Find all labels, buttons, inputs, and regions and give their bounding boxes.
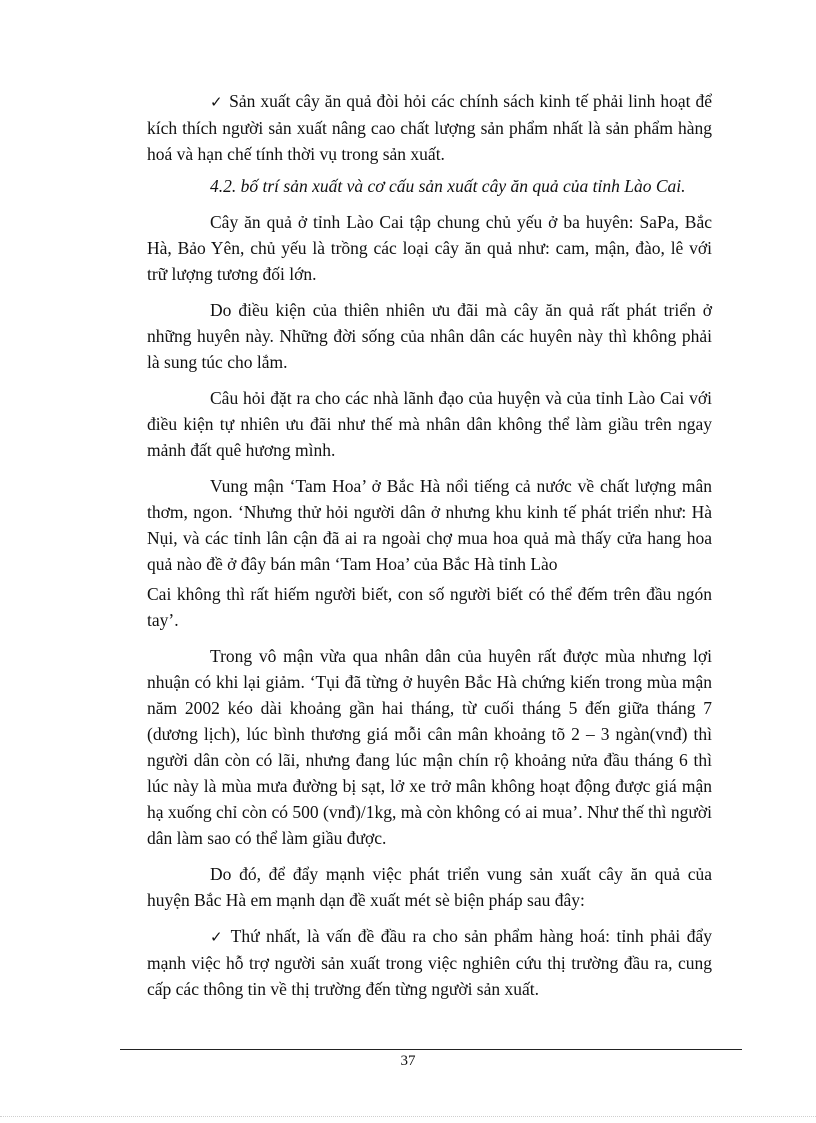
checkmark-icon: ✓ — [210, 928, 225, 946]
paragraph-proposal-intro: Do đó, để đẩy mạnh việc phát triển vung sản xuất cây ăn quả của huyện Bắc Hà em mạnh dạn đề xuất mét sè biện pháp sau đây: — [147, 864, 712, 910]
paragraph-tam-hoa-plum: Vung mận ‘Tam Hoa’ ở Bắc Hà nổi tiếng cả nước về chất lượng mân thơm, ngon. ‘Nhưng thử hỏi người dân ở nhưng khu kinh tế phát triển như: Hà Nụi, và các tỉnh lân cận đã ai ra ngoài chợ mua hoa quả mà thấy cửa hang hoa quả nào đề ở đây bán mân ‘Tam Hoa’ của Bắc Hà tỉnh Lào — [147, 476, 712, 574]
section-heading: 4.2. bố trí sản xuất và cơ cấu sản xuất cây ăn quả của tỉnh Lào Cai. — [210, 176, 686, 196]
page-number: 37 — [400, 1053, 416, 1069]
paragraph-question: Câu hỏi đặt ra cho các nhà lãnh đạo của huyện và của tỉnh Lào Cai với điều kiện tự nhiên ưu đãi như thế mà nhân dân không thể làm giầu trên ngay mảnh đất quê hương mình. — [147, 388, 712, 460]
paragraph-checked-policy — [147, 88, 712, 167]
paragraph-text: Sản xuất cây ăn quả đòi hỏi các chính sách kinh tế phải linh hoạt để kích thích người sản xuất nâng cao chất lượng sản phẩm nhất là sản phẩm hàng hoá và hạn chế tính thời vụ trong sản xuất. — [147, 91, 712, 164]
paragraph-fruit-districts: Cây ăn quả ở tỉnh Lào Cai tập chung chủ yếu ở ba huyên: SaPa, Bắc Hà, Bảo Yên, chủ yếu là trồng các loại cây ăn quả như: cam, mận, đào, lê với trữ lượng tương đối lớn. — [147, 212, 712, 284]
paragraph-tam-hoa-plum-continued: Cai không thì rất hiếm người biết, con số người biết có thể đếm trên đầu ngón tay’. — [147, 584, 712, 630]
paragraph-text: Thứ nhất, là vấn đề đầu ra cho sản phẩm hàng hoá: tỉnh phải đẩy mạnh việc hỗ trợ người sản xuất trong việc nghiên cứu thị trường đầu ra, cung cấp các thông tin về thị trường đến từng người sản xuất. — [147, 926, 712, 999]
paragraph-natural-conditions: Do điều kiện của thiên nhiên ưu đãi mà cây ăn quả rất phát triển ở những huyên này. Những đời sống của nhân dân các huyên này thì không phải là sung túc cho lắm. — [147, 300, 712, 372]
footer-divider — [120, 1049, 742, 1050]
checkmark-icon: ✓ — [210, 93, 224, 111]
paragraph-plum-season: Trong vô mận vừa qua nhân dân của huyên rất được mùa nhưng lợi nhuận có khi lại giảm. ‘Tụi đã từng ở huyên Bắc Hà chứng kiến trong mùa mận năm 2002 kéo dài khoảng gần hai tháng, từ cuối tháng 5 đến giữa tháng 7 (dương lịch), lúc bình thương giá mỗi cân mân khoảng tõ 2 – 3 ngàn(vnđ) thì người dân còn có lãi, nhưng đang lúc mận chín rộ khoảng nửa đầu tháng 6 thì lúc này là mùa mưa đường bị sạt, lở xe trở mân không hoạt động được giá mận hạ xuống chỉ còn có 500 (vnđ)/1kg, mà còn không có ai mua’. Như thế thì người dân làm sao có thể làm giầu được. — [147, 646, 712, 848]
paragraph-checked-first-measure — [147, 923, 712, 1002]
page-bottom-border — [0, 1116, 816, 1117]
page-body — [147, 88, 712, 1002]
